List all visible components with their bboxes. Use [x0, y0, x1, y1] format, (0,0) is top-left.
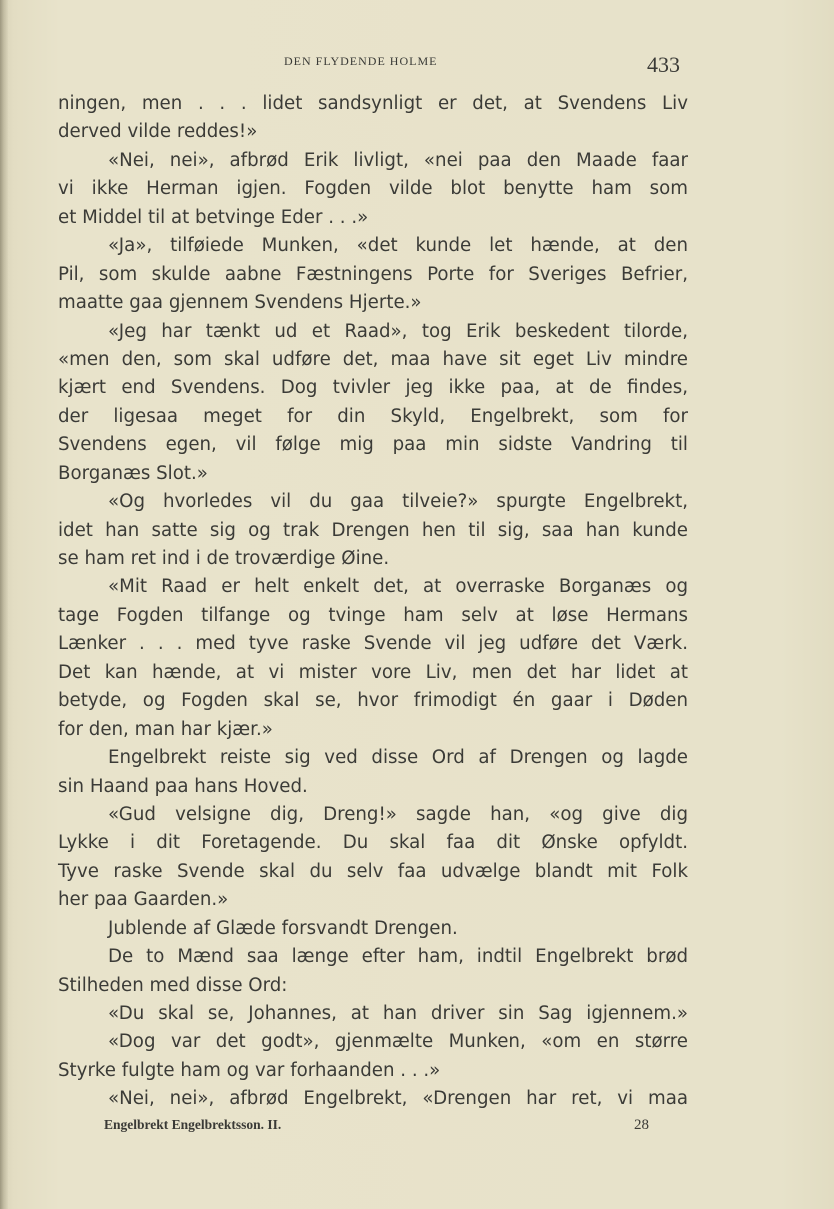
- text-line: «Du skal se, Johannes, at han driver sin Sag igjennem.»: [108, 1003, 688, 1024]
- running-head: DEN FLYDENDE HOLME: [284, 54, 438, 68]
- text-line: Lykke i dit Foretagende. Du skal faa dit Ønske opfyldt.: [58, 832, 688, 854]
- text-line: «Jeg har tænkt ud et Raad», tog Erik beskedent tilorde,: [108, 320, 688, 342]
- page-footer: [104, 1117, 664, 1141]
- text-line: derved vilde reddes!»: [58, 121, 258, 143]
- text-line: vi ikke Herman igjen. Fogden vilde blot benytte ham som: [58, 178, 688, 200]
- text-line: her paa Gaarden.»: [58, 889, 229, 911]
- text-line: De to Mænd saa længe efter ham, indtil Engelbrekt brød: [108, 946, 688, 968]
- text-line: «Mit Raad er helt enkelt det, at overraske Borganæs og: [108, 576, 688, 598]
- text-line: Det kan hænde, at vi mister vore Liv, men det har lidet at: [58, 661, 688, 683]
- page-binding-edge: [0, 0, 8, 1209]
- text-line: Engelbrekt reiste sig ved disse Ord af Drengen og lagde: [108, 747, 688, 769]
- text-line: «Dog var det godt», gjenmælte Munken, «om en større: [108, 1031, 688, 1053]
- text-line: Stilheden med disse Ord:: [58, 974, 288, 996]
- text-line: sin Haand paa hans Hoved.: [58, 775, 308, 797]
- text-line: der ligesaa meget for din Skyld, Engelbrekt, som for: [58, 405, 688, 427]
- text-line: «Ja», tilføiede Munken, «det kunde let hænde, at den: [108, 235, 688, 257]
- text-line: «Gud velsigne dig, Dreng!» sagde han, «og give dig: [108, 803, 688, 825]
- text-line: «Nei, nei», afbrød Erik livligt, «nei paa den Maade faar: [108, 149, 688, 171]
- signature-mark: Engelbrekt Engelbrektsson. II.: [104, 1117, 282, 1132]
- page-header: [0, 52, 834, 82]
- text-line: Styrke fulgte ham og var forhaanden . . .»: [58, 1059, 441, 1081]
- text-line: se ham ret ind i de troværdige Øine.: [58, 548, 390, 569]
- text-line: Svendens egen, vil følge mig paa min sidste Vandring til: [58, 434, 688, 456]
- text-line: kjært end Svendens. Dog tvivler jeg ikke paa, at de findes,: [58, 377, 688, 399]
- text-line: betyde, og Fogden skal se, hvor frimodigt én gaar i Døden: [58, 690, 688, 712]
- text-line: «Nei, nei», afbrød Engelbrekt, «Drengen har ret, vi maa: [108, 1088, 688, 1110]
- body-text: [58, 90, 688, 1114]
- text-line: ningen, men . . . lidet sandsynligt er det, at Svendens Liv: [58, 93, 688, 114]
- text-line: maatte gaa gjennem Svendens Hjerte.»: [58, 292, 422, 314]
- text-line: tage Fogden tilfange og tvinge ham selv at løse Hermans: [58, 604, 688, 626]
- text-line: Tyve raske Svende skal du selv faa udvælge blandt mit Folk: [58, 860, 688, 882]
- text-line: Lænker . . . med tyve raske Svende vil jeg udføre det Værk.: [58, 633, 688, 655]
- text-line: Borganæs Slot.»: [58, 462, 208, 484]
- text-line: for den, man har kjær.»: [58, 718, 273, 740]
- text-line: «Og hvorledes vil du gaa tilveie?» spurgte Engelbrekt,: [108, 491, 688, 513]
- text-line: «men den, som skal udføre det, maa have sit eget Liv mindre: [58, 348, 688, 370]
- page-number: 433: [647, 52, 680, 77]
- text-line: Jublende af Glæde forsvandt Drengen.: [108, 917, 458, 939]
- text-line: Pil, som skulde aabne Fæstningens Porte for Sveriges Befrier,: [58, 263, 688, 285]
- text-line: idet han satte sig og trak Drengen hen til sig, saa han kunde: [58, 519, 688, 541]
- text-line: et Middel til at betvinge Eder . . .»: [58, 206, 369, 228]
- sheet-number: 28: [634, 1117, 649, 1133]
